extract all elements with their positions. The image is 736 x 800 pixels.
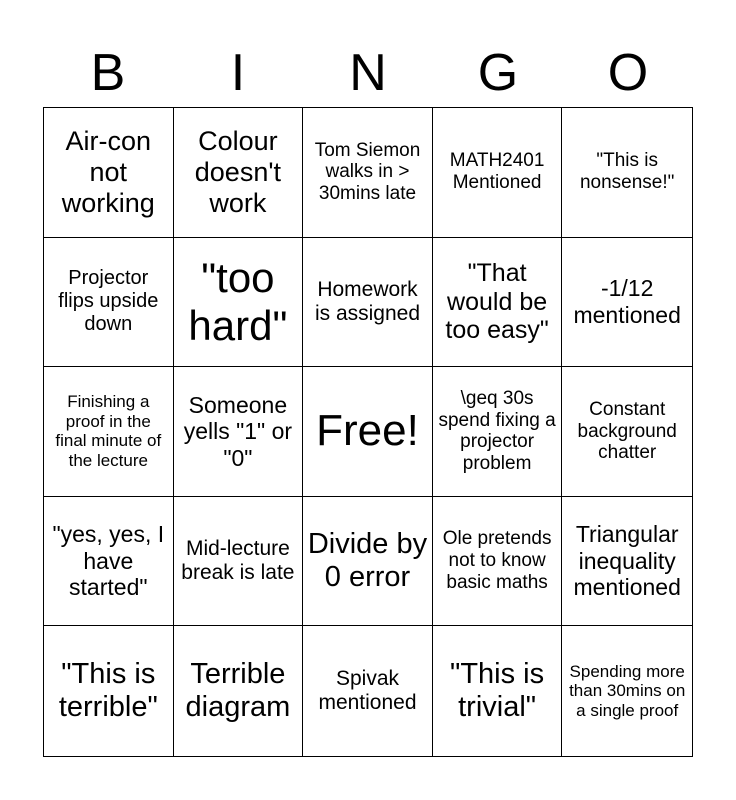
bingo-cell-b1[interactable]: [44, 108, 174, 238]
cell-text: "That would be too easy": [445, 258, 549, 345]
bingo-cell-g5[interactable]: [433, 626, 563, 756]
header-letter-i: I: [230, 44, 246, 102]
cell-text: -1/12 mentioned: [573, 275, 681, 328]
cell-text: \geq 30s spend fixing a projector problem: [438, 387, 556, 475]
cell-text: Mid-lecture break is late: [181, 536, 295, 585]
bingo-cell-i4[interactable]: [174, 497, 304, 627]
bingo-cell-n4[interactable]: [303, 497, 433, 627]
bingo-cell-n3-free-space[interactable]: [303, 367, 433, 497]
bingo-cell-o1[interactable]: [562, 108, 692, 238]
bingo-cell-i5[interactable]: [174, 626, 304, 756]
bingo-cell-g3[interactable]: [433, 367, 563, 497]
cell-text: "This is nonsense!": [579, 150, 675, 194]
bingo-cell-b5[interactable]: [44, 626, 174, 756]
cell-text: "This is terrible": [58, 657, 158, 724]
cell-text: Ole pretends not to know basic maths: [442, 528, 552, 594]
cell-text: Terrible diagram: [185, 657, 291, 724]
bingo-cell-i3[interactable]: [174, 367, 304, 497]
header-letter-n: N: [349, 44, 387, 102]
header-letter-g: G: [477, 44, 519, 102]
cell-text: Divide by 0 error: [307, 527, 428, 594]
cell-text: Triangular inequality mentioned: [573, 521, 681, 601]
cell-text: Constant background chatter: [577, 398, 677, 464]
bingo-cell-n1[interactable]: [303, 108, 433, 238]
cell-text: Colour doesn't work: [194, 125, 281, 218]
bingo-cell-n2[interactable]: [303, 238, 433, 368]
cell-text: Someone yells "1" or "0": [183, 391, 293, 471]
cell-text: MATH2401 Mentioned: [449, 150, 545, 194]
free-space-text: Free!: [316, 406, 419, 456]
bingo-cell-o5[interactable]: [562, 626, 692, 756]
bingo-cell-o2[interactable]: [562, 238, 692, 368]
bingo-cell-b4[interactable]: [44, 497, 174, 627]
bingo-cell-g4[interactable]: [433, 497, 563, 627]
cell-text: Finishing a proof in the final minute of the lecture: [55, 392, 162, 471]
bingo-cell-b3[interactable]: [44, 367, 174, 497]
cell-text: "too hard": [188, 253, 288, 349]
bingo-cell-b2[interactable]: [44, 238, 174, 368]
cell-text: "yes, yes, I have started": [52, 521, 165, 601]
bingo-cell-g1[interactable]: [433, 108, 563, 238]
bingo-cell-i1[interactable]: [174, 108, 304, 238]
cell-text: Spivak mentioned: [318, 667, 417, 715]
cell-text: Air-con not working: [61, 125, 155, 218]
bingo-cell-g2[interactable]: [433, 238, 563, 368]
header-letter-o: O: [607, 44, 649, 102]
bingo-cell-n5[interactable]: [303, 626, 433, 756]
cell-text: Homework is assigned: [314, 277, 421, 325]
bingo-cell-i2[interactable]: [174, 238, 304, 368]
bingo-cell-o4[interactable]: [562, 497, 692, 627]
bingo-cell-o3[interactable]: [562, 367, 692, 497]
bingo-header: [43, 38, 693, 108]
cell-text: Spending more than 30mins on a single proof: [569, 661, 686, 720]
cell-text: Tom Siemon walks in > 30mins late: [314, 139, 421, 205]
cell-text: Projector flips upside down: [58, 267, 159, 336]
header-letter-b: B: [90, 44, 126, 102]
cell-text: "This is trivial": [450, 657, 545, 724]
bingo-board: [43, 107, 693, 757]
